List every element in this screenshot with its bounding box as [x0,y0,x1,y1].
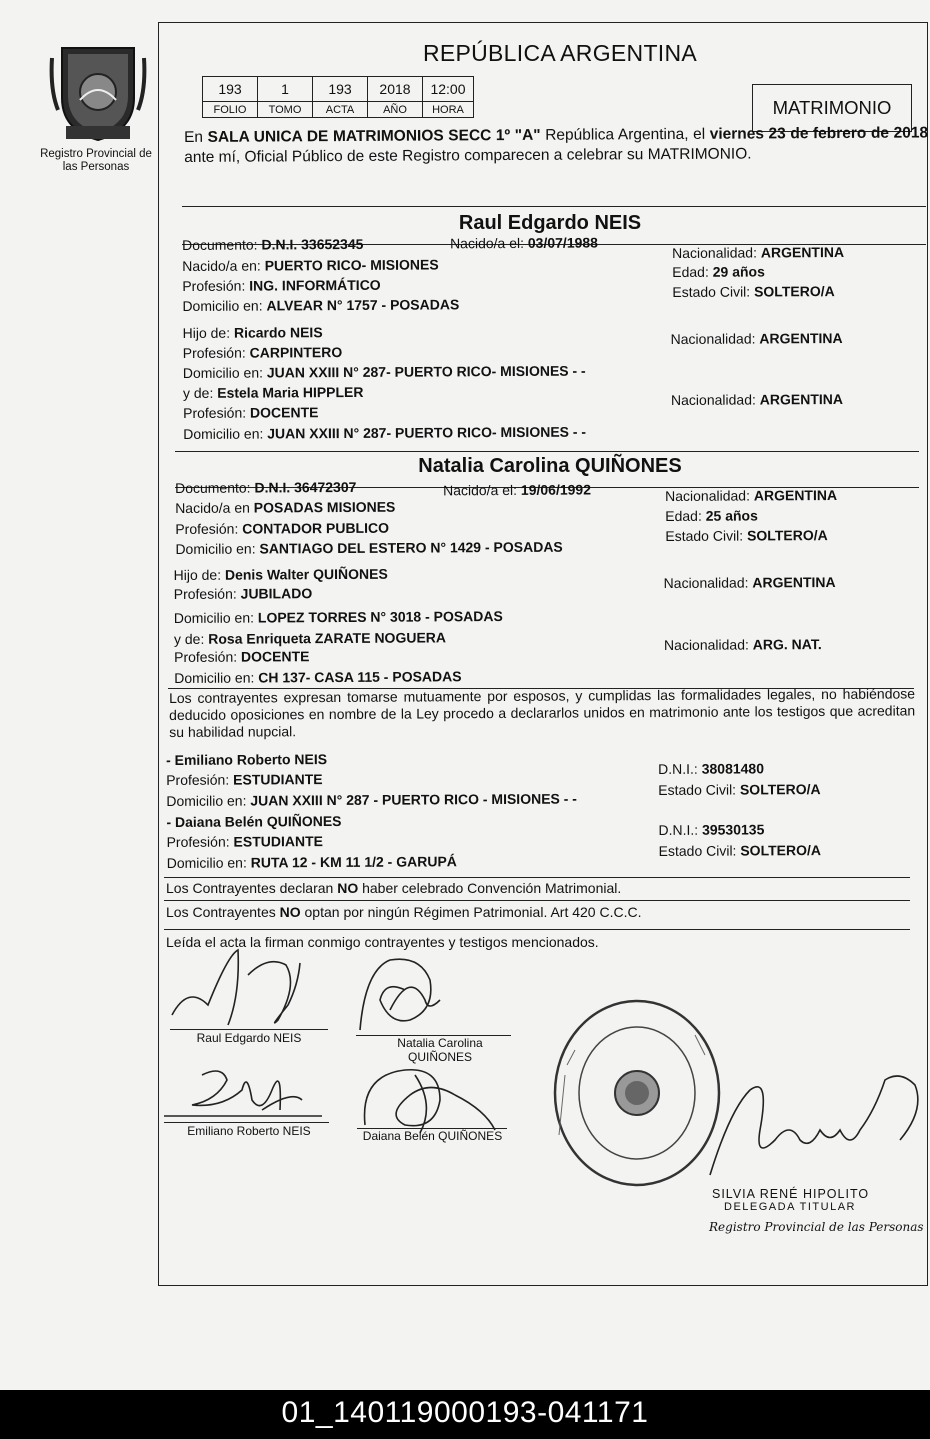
spouse2-signature-label: Natalia Carolina QUIÑONES [397,1036,483,1064]
spouse2-father-address: Domicilio en: LOPEZ TORRES N° 3018 - POSADAS [173,608,503,627]
spouse2-father-nationality: Nacionalidad: ARGENTINA [663,573,836,592]
spouse1-document: Documento: D.N.I. 33652345 [182,235,364,253]
witness2-name: - Daiana Belén QUIÑONES [166,812,342,830]
witness2-dni: D.N.I.: 39530135 [658,821,765,838]
spouse1-born-date: Nacido/a el: 03/07/1988 [449,234,598,252]
spouse1-mother-address: Domicilio en: JUAN XXIII N° 287- PUERTO RICO- MISIONES - - [183,423,587,442]
witness2-profession: Profesión: ESTUDIANTE [166,833,323,850]
signature-line [164,1122,329,1123]
provincial-logo [48,40,148,144]
spouse1-father: Hijo de: Ricardo NEIS [182,324,323,341]
intro-text: En [184,128,208,146]
spouse2-mother: y de: Rosa Enriqueta ZARATE NOGUERA [173,629,447,648]
spouse1-mother-nationality: Nacionalidad: ARGENTINA [670,390,844,409]
officer-office: Registro Provincial de las Personas [709,1220,924,1234]
folio-label: FOLIO [203,102,258,118]
intro-date: viernes 23 de febrero de 2018 [709,124,929,143]
signature-line [170,1029,328,1030]
spouse1-signature-label: Raul Edgardo NEIS [196,1031,302,1045]
intro-place: SALA UNICA DE MATRIMONIOS SECC 1º "A" [207,126,541,146]
spouse1-nationality: Nacionalidad: ARGENTINA [672,243,845,262]
tomo-value: 1 [258,77,313,102]
witness1-name: - Emiliano Roberto NEIS [166,751,328,768]
regime-note: Los Contrayentes NO optan por ningún Régimen Patrimonial. Art 420 C.C.C. [166,904,642,920]
spouse2-nationality: Nacionalidad: ARGENTINA [665,486,838,505]
logo-caption: Registro Provincial de las Personas [40,148,152,173]
spouse2-mother-address: Domicilio en: CH 137- CASA 115 - POSADAS [174,668,462,687]
anio-value: 2018 [368,77,423,102]
spouse1-age: Edad: 29 años [672,263,765,281]
divider [182,206,926,207]
intro-text: ante mí, Oficial Público de este Registro comparecen a celebrar su MATRIMONIO. [184,145,752,166]
spouse2-born-place: Nacido/a en POSADAS MISIONES [175,498,396,516]
spouse1-father-nationality: Nacionalidad: ARGENTINA [670,329,843,348]
witness2-signature-label: Daiana Belén QUIÑONES [362,1129,503,1143]
spouse1-mother: y de: Estela Maria HIPPLER [182,383,364,401]
witness1-signature-label: Emiliano Roberto NEIS [187,1124,311,1138]
spouse2-father-profession: Profesión: JUBILADO [173,585,313,603]
divider [164,929,910,930]
acta-value: 193 [313,77,368,102]
declaration-paragraph: Los contrayentes expresan tomarse mutuamente por esposos, y cumplidas las formalidades legales, no habiéndose deducido oposiciones en nombre de la Ley procedo a declararlos unidos en matrimonio ante los testigos que acreditan su habilidad nupcial. [169,685,916,740]
spouse1-born-place: Nacido/a en: PUERTO RICO- MISIONES [182,256,439,274]
spouse2-signature [350,950,450,1040]
spouse1-profession: Profesión: ING. INFORMÁTICO [182,276,381,294]
folio-value: 193 [203,77,258,102]
spouse2-civil: Estado Civil: SOLTERO/A [665,527,828,545]
registry-seal [545,995,725,1195]
witness1-signature [162,1060,332,1130]
intro-text: República Argentina, el [540,125,710,144]
spouse1-address: Domicilio en: ALVEAR N° 1757 - POSADAS [182,296,460,314]
spouse2-father: Hijo de: Denis Walter QUIÑONES [173,565,388,584]
spouse2-address: Domicilio en: SANTIAGO DEL ESTERO N° 1429 - POSADAS [175,538,563,557]
document-id-bar: 01_140119000193-041171 [0,1390,930,1439]
spouse1-father-profession: Profesión: CARPINTERO [182,344,343,361]
witness1-profession: Profesión: ESTUDIANTE [166,771,323,788]
witness2-address: Domicilio en: RUTA 12 - KM 11 1/2 - GARUPÁ [166,853,457,871]
officer-signature-block [700,1070,930,1255]
divider [175,451,919,452]
act-type-box: MATRIMONIO [752,84,912,132]
spouse2-born-date: Nacido/a el: 19/06/1992 [443,481,592,499]
witness2-civil: Estado Civil: SOLTERO/A [658,842,822,859]
divider [164,900,910,901]
hora-label: HORA [423,102,474,118]
spouse2-document: Documento: D.N.I. 36472307 [175,478,357,496]
country-title: REPÚBLICA ARGENTINA [422,40,698,66]
spouse1-mother-profession: Profesión: DOCENTE [183,404,319,421]
tomo-label: TOMO [258,102,313,118]
convention-note: Los Contrayentes declaran NO haber celebrado Convención Matrimonial. [166,880,622,896]
spouse2-profession: Profesión: CONTADOR PUBLICO [175,519,390,537]
acta-label: ACTA [313,102,368,118]
divider [164,877,910,878]
anio-label: AÑO [368,102,423,118]
officer-signature [700,1070,930,1180]
spouse1-name: Raul Edgardo NEIS [458,212,642,234]
witness1-dni: D.N.I.: 38081480 [658,760,765,777]
spouse1-father-address: Domicilio en: JUAN XXIII N° 287- PUERTO RICO- MISIONES - - [182,362,586,381]
officer-name: SILVIA RENÉ HIPOLITO [712,1187,870,1201]
closing-note: Leída el acta la firman conmigo contrayentes y testigos mencionados. [166,934,599,950]
spouse1-signature [168,945,328,1035]
officer-role: DELEGADA TITULAR [724,1201,856,1213]
spouse2-mother-nationality: Nacionalidad: ARG. NAT. [663,636,822,654]
spouse2-age: Edad: 25 años [665,507,758,525]
spouse2-mother-profession: Profesión: DOCENTE [174,648,310,666]
witness1-address: Domicilio en: JUAN XXIII N° 287 - PUERTO RICO - MISIONES - - [166,790,577,809]
spouse1-civil: Estado Civil: SOLTERO/A [672,283,835,301]
spouse2-name: Natalia Carolina QUIÑONES [418,455,682,477]
reference-table [202,76,474,118]
intro-paragraph [184,123,928,168]
hora-value: 12:00 [423,77,474,102]
witness1-civil: Estado Civil: SOLTERO/A [658,781,821,798]
